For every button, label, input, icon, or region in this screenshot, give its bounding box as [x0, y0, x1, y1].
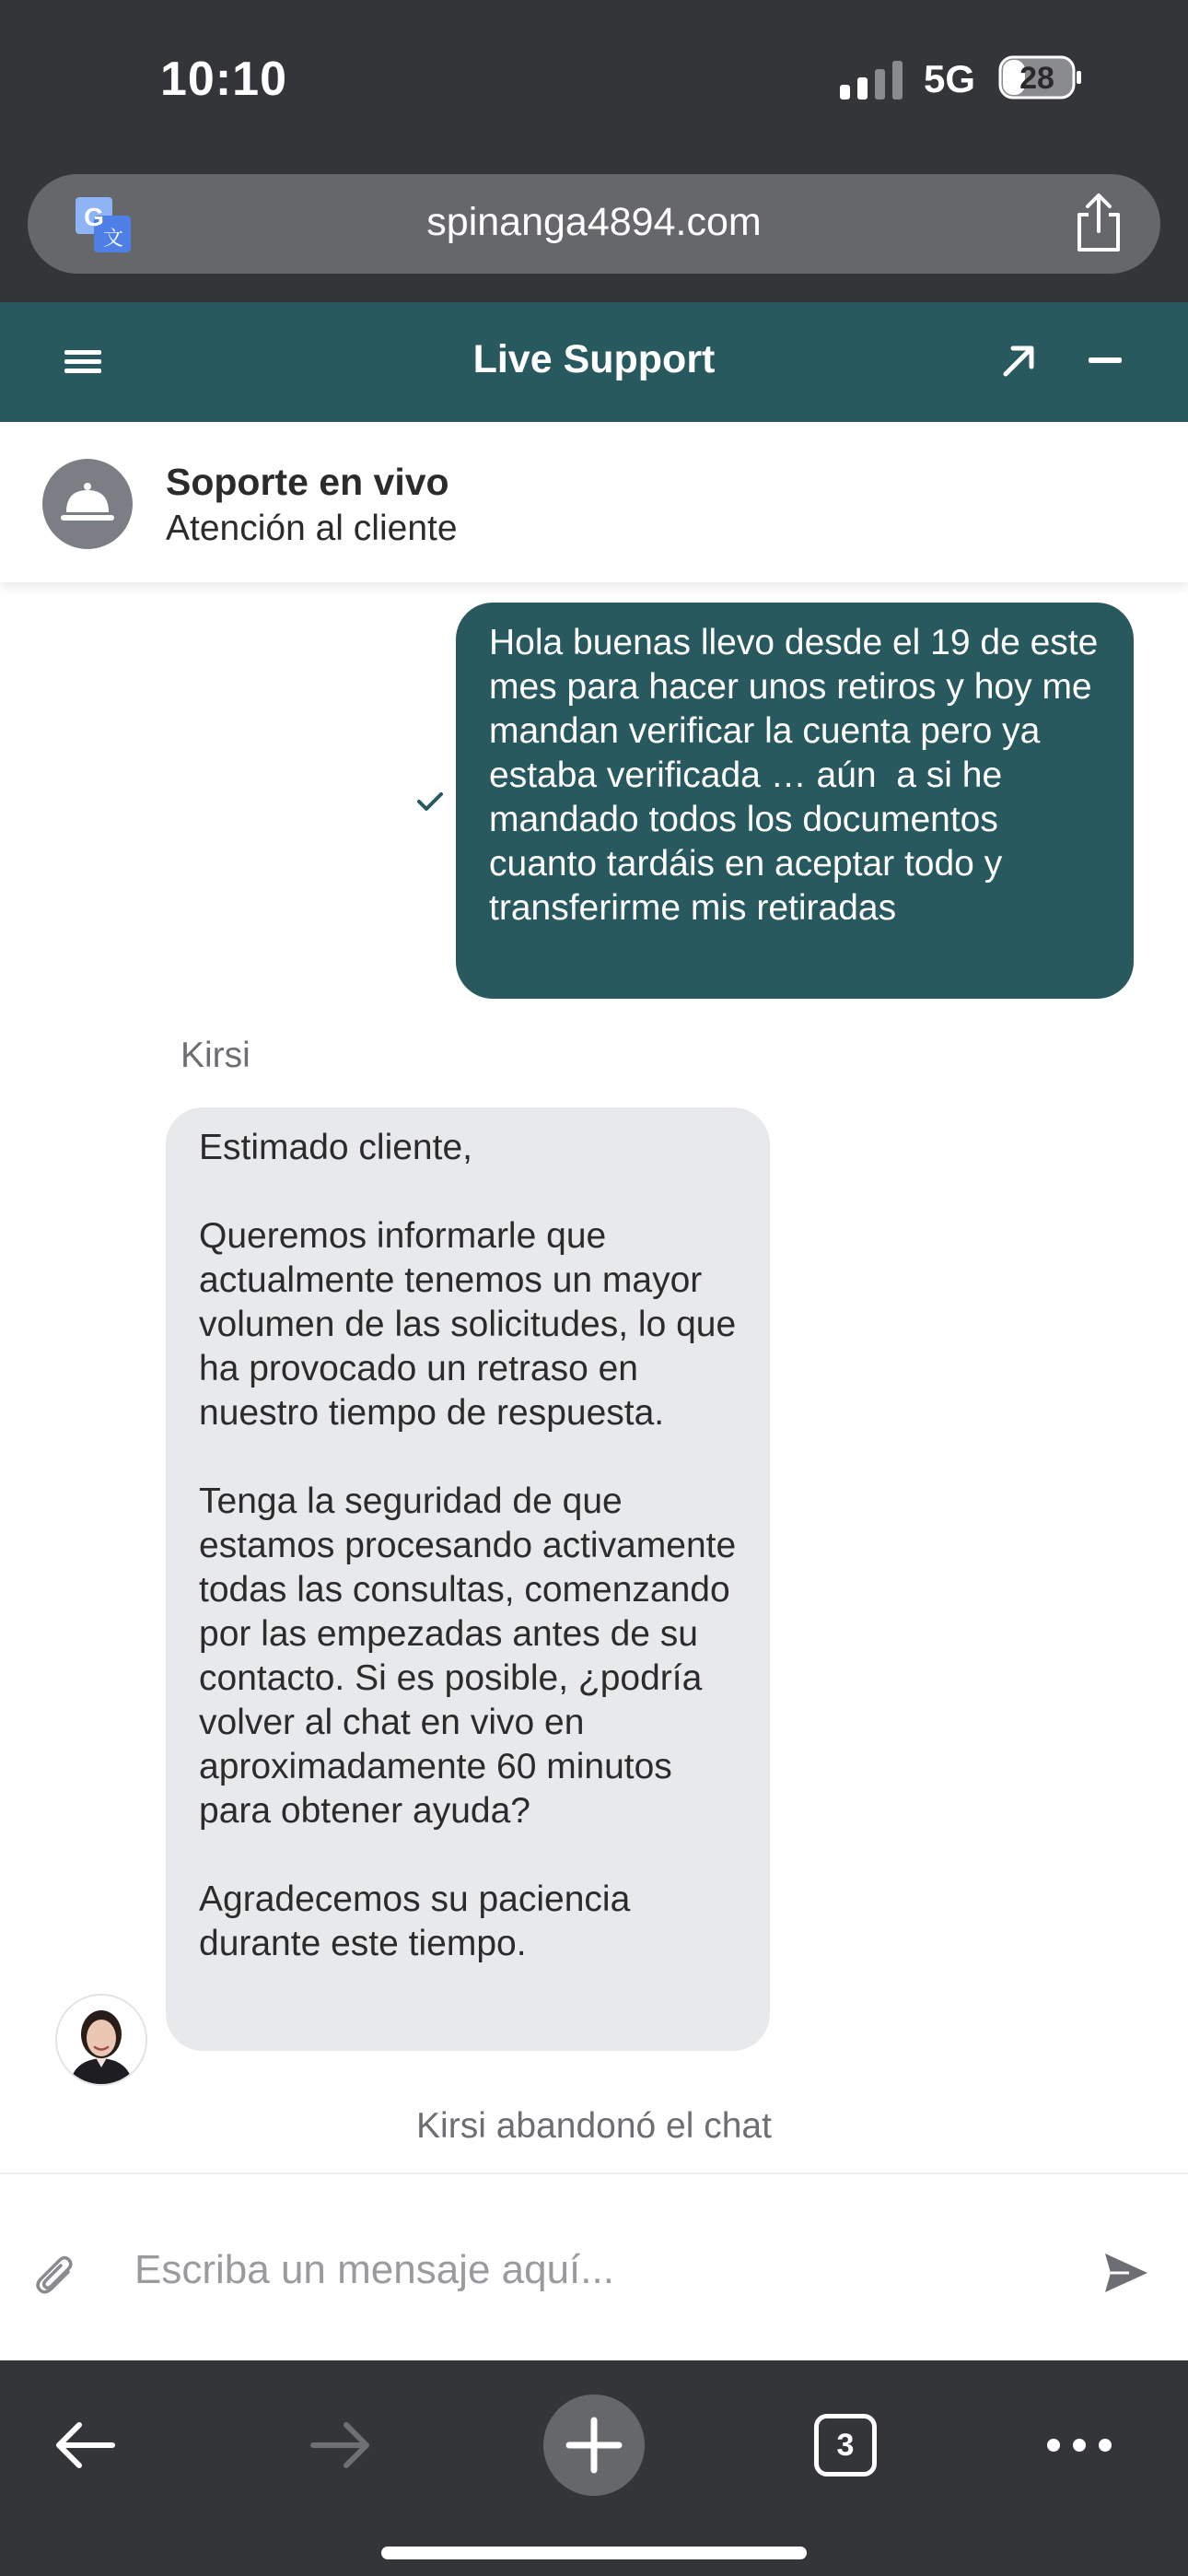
agent-message-text: Estimado cliente, Queremos informarle que actualmente tenemos un mayor volumen de las solicitudes, lo que ha provocado un retraso en nuestro tiempo de respuesta. Tenga la seguridad de que estamos procesando activamente todas las consultas, comenzando por las empezadas antes de su contacto. Si es posible, ¿podría volver al chat en vivo en aproximadamente 60 minutos para obtener ayuda? Agradecemos su paciencia durante este tiempo. [199, 1128, 737, 1963]
plus-icon [543, 2395, 645, 2496]
check-icon [416, 790, 444, 813]
message-composer [0, 2172, 1188, 2362]
user-message-bubble [456, 603, 1134, 999]
new-tab-button[interactable] [543, 2395, 645, 2496]
agent-info-header [0, 422, 1188, 582]
more-icon[interactable] [1046, 2438, 1112, 2453]
svg-text:文: 文 [102, 228, 124, 251]
user-message-text: Hola buenas llevo desde el 19 de este mes para hacer unos retiros y hoy me mandan verificar la cuenta pero ya estaba verificada … aún a si he mandado todos los documentos cuanto tardáis en aceptar todo y transferirme mis retiradas [489, 623, 1109, 928]
bell-icon [42, 459, 133, 549]
widget-title: Live Support [472, 337, 716, 381]
tabs-count: 3 [836, 2428, 855, 2463]
minimize-icon[interactable] [1087, 357, 1124, 365]
tabs-button[interactable] [814, 2414, 877, 2476]
share-icon[interactable] [1070, 193, 1127, 253]
battery-level: 28 [1019, 61, 1054, 96]
agent-header-subtitle: Atención al cliente [166, 509, 458, 548]
forward-icon[interactable] [308, 2418, 374, 2473]
browser-top-chrome [0, 0, 1188, 302]
agent-portrait [57, 1996, 146, 2084]
send-icon[interactable] [1101, 2248, 1151, 2298]
attach-icon[interactable] [35, 2252, 76, 2298]
expand-icon[interactable] [1000, 343, 1037, 380]
signal-icon [840, 61, 904, 100]
browser-bottom-toolbar [0, 2360, 1188, 2576]
back-icon[interactable] [52, 2418, 118, 2473]
battery-indicator [998, 55, 1083, 100]
network-type: 5G [924, 57, 976, 100]
url-bar[interactable] [28, 174, 1160, 274]
svg-text:G: G [84, 203, 104, 231]
agent-name-label: Kirsi [181, 1036, 250, 1075]
agent-left-notice: Kirsi abandonó el chat [416, 2106, 772, 2146]
chat-messages[interactable] [0, 582, 1188, 2172]
status-time: 10:10 [160, 53, 287, 106]
home-indicator[interactable] [381, 2547, 807, 2559]
support-avatar [42, 459, 133, 549]
chat-widget-header [0, 302, 1188, 422]
agent-avatar [55, 1994, 147, 2086]
agent-message-bubble [166, 1107, 770, 2051]
message-input[interactable] [134, 2233, 1055, 2307]
agent-header-name: Soporte en vivo [166, 461, 449, 503]
url-text[interactable]: spinanga4894.com [426, 200, 762, 244]
